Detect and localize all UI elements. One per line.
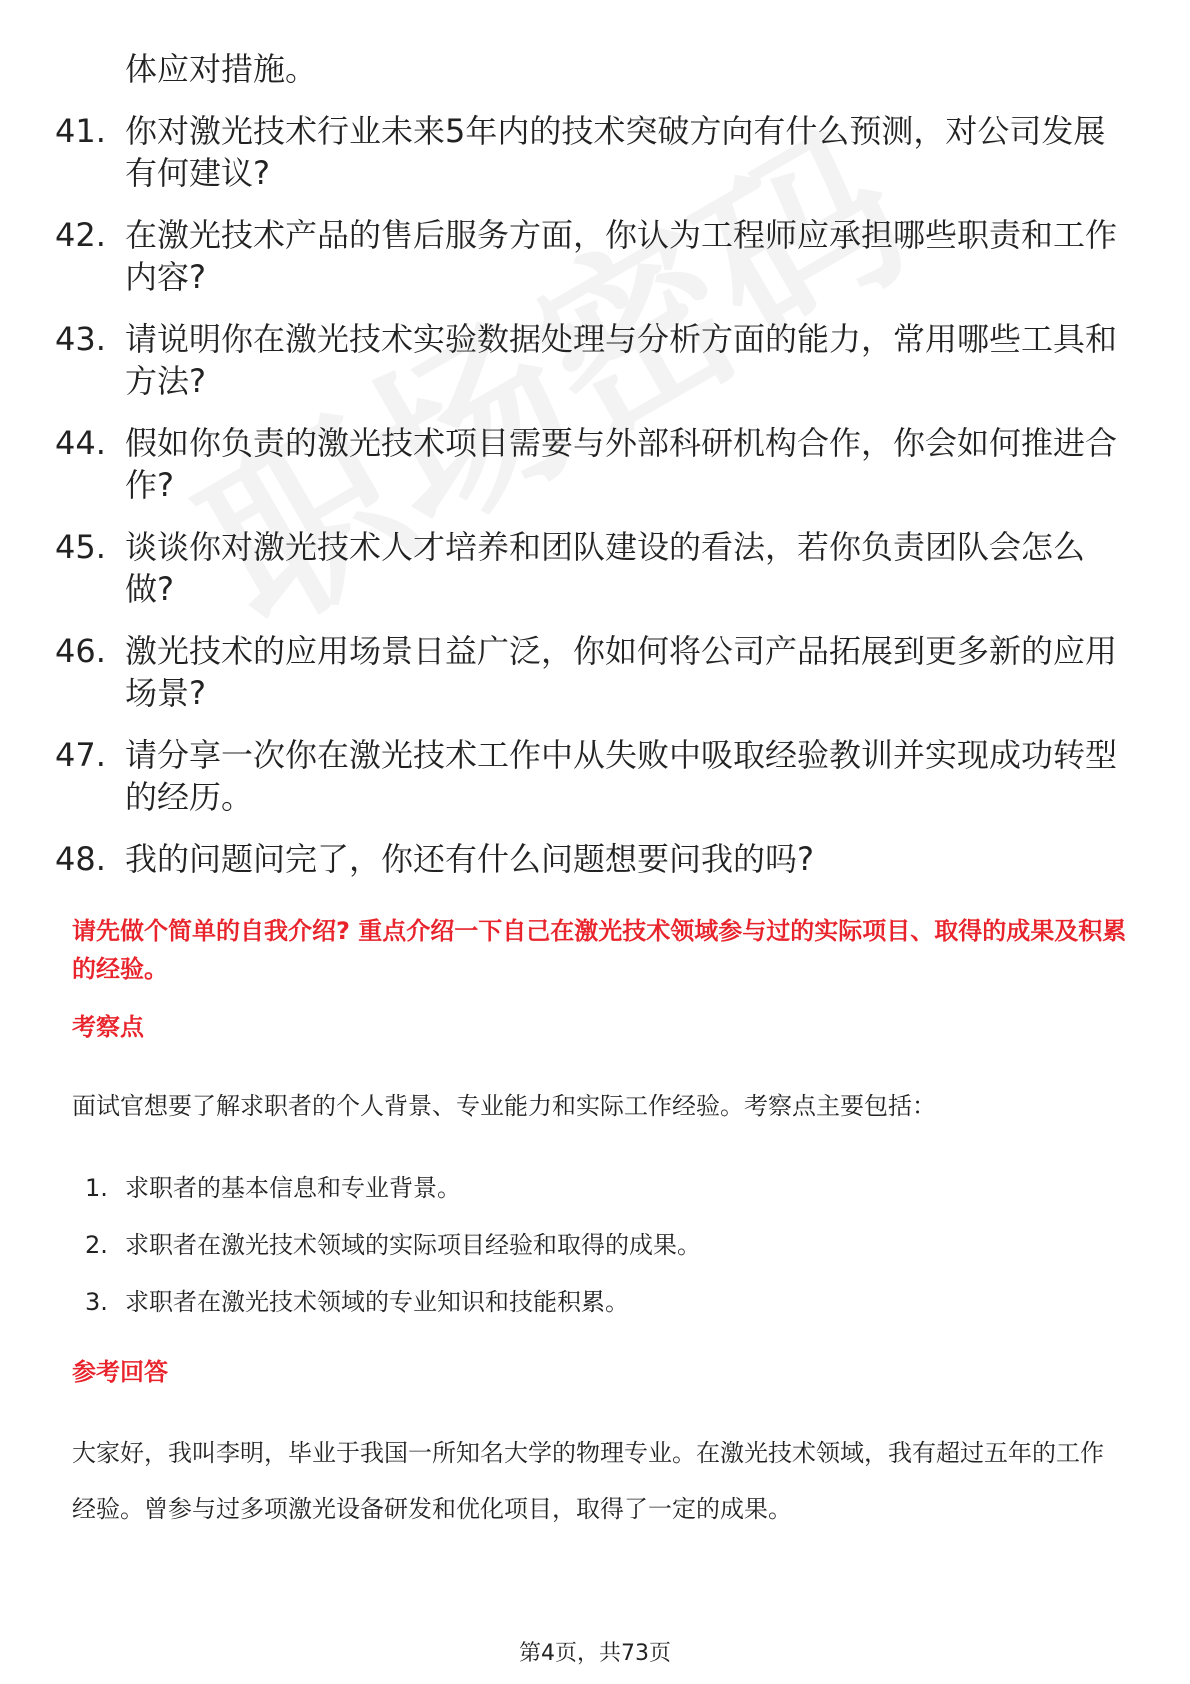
question-item [55,318,1145,402]
list-item [85,1217,701,1274]
question-number: 46. [55,632,106,670]
focus-intro: 面试官想要了解求职者的个人背景、专业能力和实际工作经验。考察点主要包括： [72,1092,936,1120]
list-item-text: 求职者在激光技术领域的专业知识和技能积累。 [125,1288,629,1316]
question-number: 43. [55,320,106,358]
question-text: 请说明你在激光技术实验数据处理与分析方面的能力，常用哪些工具和方法? [125,320,1118,400]
question-item [55,630,1145,714]
question-text: 请分享一次你在激光技术工作中从失败中吸取经验教训并实现成功转型的经历。 [125,736,1118,816]
question-number: 42. [55,216,106,254]
focus-points [85,1160,701,1331]
question-item [55,526,1145,610]
question-list [55,48,1145,900]
list-item-text: 求职者在激光技术领域的实际项目经验和取得的成果。 [125,1231,701,1259]
answer-text: 大家好，我叫李明，毕业于我国一所知名大学的物理专业。在激光技术领域，我有超过五年的工作经验。曾参与过多项激光设备研发和优化项目，取得了一定的成果。 [72,1439,1104,1523]
page-footer: 第4页，共73页 [519,1641,671,1666]
question-number: 48. [55,840,106,878]
question-item [55,422,1145,506]
question-text: 你对激光技术行业未来5年内的技术突破方向有什么预测，对公司发展有何建议? [125,112,1106,192]
question-number: 47. [55,736,106,774]
question-number: 44. [55,424,106,462]
list-item-number: 3. [85,1288,108,1316]
list-item [85,1274,701,1331]
list-item-number: 1. [85,1174,108,1202]
continuation-text: 体应对措施。 [125,50,318,88]
question-text: 我的问题问完了，你还有什么问题想要问我的吗? [125,840,814,878]
question-text: 激光技术的应用场景日益广泛，你如何将公司产品拓展到更多新的应用场景? [125,632,1118,712]
question-item [55,734,1145,818]
question-number: 45. [55,528,106,566]
question-item [55,214,1145,298]
list-item [85,1160,701,1217]
question-item [55,838,1145,880]
focus-label: 考察点 [72,1013,144,1041]
question-number: 41. [55,112,106,150]
continuation-line [55,48,1145,90]
question-text: 假如你负责的激光技术项目需要与外部科研机构合作，你会如何推进合作? [125,424,1118,504]
question-text: 谈谈你对激光技术人才培养和团队建设的看法，若你负责团队会怎么做? [125,528,1086,608]
question-text: 在激光技术产品的售后服务方面，你认为工程师应承担哪些职责和工作内容? [125,216,1118,296]
question-item [55,110,1145,194]
list-item-number: 2. [85,1231,108,1259]
answer-label: 参考回答 [72,1358,168,1386]
highlight-question: 请先做个简单的自我介绍? 重点介绍一下自己在激光技术领域参与过的实际项目、取得的成果及积累的经验。 [72,917,1127,983]
list-item-text: 求职者的基本信息和专业背景。 [125,1174,461,1202]
